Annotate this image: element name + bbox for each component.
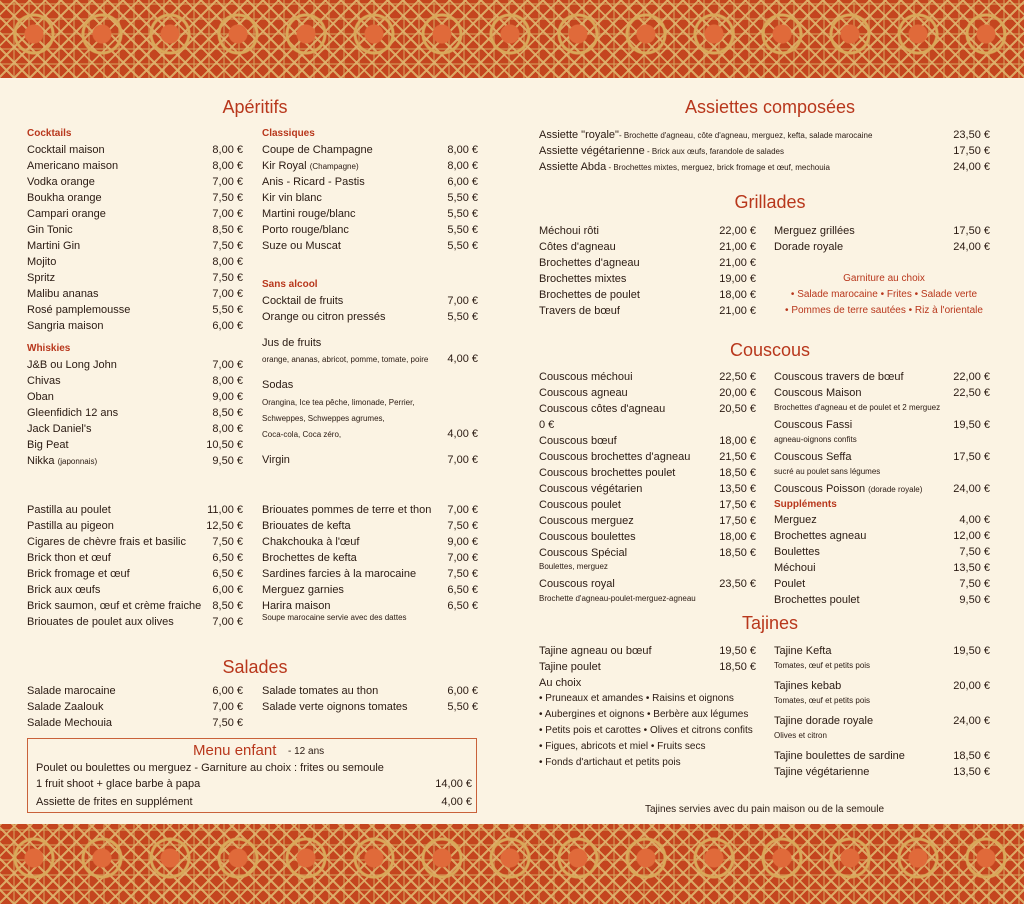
menu-item-price: 4,00 € [959, 514, 990, 526]
menu-item-name: 0 € [539, 419, 555, 431]
menu-item-name: Gin Tonic [27, 224, 73, 236]
menu-item-price: 6,50 € [447, 600, 478, 612]
menu-item-name: Couscous poulet [539, 499, 621, 511]
menu-item-price: 13,50 € [953, 562, 990, 574]
menu-item-name: Jack Daniel's [27, 423, 92, 435]
menu-item-price: 18,00 € [719, 531, 756, 543]
menu-item-name: Chivas [27, 375, 61, 387]
menu-item-name: Tajine poulet [539, 661, 601, 673]
menu-item-price: 5,50 € [447, 224, 478, 236]
menu-item-name: Brochettes agneau [774, 530, 867, 542]
menu-item-name: Couscous Seffa [774, 451, 852, 463]
menu-item-price: 17,50 € [719, 499, 756, 511]
menu-item-price: 18,50 € [953, 750, 990, 762]
menu-item-name: Assiette Abda - Brochettes mixtes, merguez, brick fromage et œuf, mechouia [539, 161, 830, 173]
menu-item-price: 6,00 € [212, 685, 243, 697]
menu-item-price: 20,50 € [719, 403, 756, 415]
menu-item-price: 18,00 € [719, 435, 756, 447]
menu-item-name: Americano maison [27, 160, 119, 172]
menu-item-detail: Orangina, Ice tea pêche, limonade, Perrier, [262, 398, 415, 407]
harira-note: Soupe marocaine servie avec des dattes [262, 613, 407, 622]
menu-item-name: Oban [27, 391, 54, 403]
menu-item-name: Brochettes mixtes [539, 273, 627, 285]
menu-item-price: 19,50 € [953, 645, 990, 657]
menu-item-name: Nikka (japonnais) [27, 455, 98, 467]
menu-item-price: 10,50 € [206, 439, 243, 451]
menu-item-price: 5,50 € [447, 192, 478, 204]
menu-item-price: 23,50 € [719, 578, 756, 590]
menu-item-price: 8,00 € [212, 160, 243, 172]
menu-item-price: 4,00 € [441, 796, 472, 808]
menu-item-name: Couscous agneau [539, 387, 628, 399]
menu-item-detail: Olives et citron [774, 731, 827, 740]
menu-item-price: 9,00 € [212, 391, 243, 403]
menu-item-price: 7,50 € [959, 546, 990, 558]
menu-item-name: Merguez [774, 514, 817, 526]
menu-item-price: 8,50 € [212, 600, 243, 612]
couscous-special-note: Boulettes, merguez [539, 562, 608, 571]
menu-item-price: 17,50 € [953, 451, 990, 463]
menu-item-name: Tajine Kefta [774, 645, 832, 657]
menu-item-price: 23,50 € [953, 129, 990, 141]
section-title-tajines: Tajines [741, 613, 799, 633]
menu-item-name: Méchoui [774, 562, 816, 574]
menu-item-name: Brick thon et œuf [27, 552, 111, 564]
menu-item-name: Brick aux œufs [27, 584, 101, 596]
menu-item-price: 6,00 € [447, 176, 478, 188]
menu-item-price: 7,00 € [212, 176, 243, 188]
menu-item-price: 17,50 € [953, 145, 990, 157]
menu-item-price: 7,00 € [447, 454, 478, 466]
menu-item-price: 12,00 € [953, 530, 990, 542]
menu-item-name: Kir vin blanc [262, 192, 322, 204]
menu-item-name: Brick saumon, œuf et crème fraiche [27, 600, 202, 612]
menu-item-price: 6,00 € [212, 320, 243, 332]
section-title-salades: Salades [222, 657, 288, 677]
menu-item-name: Briouates de kefta [262, 520, 351, 532]
tajines-au-choix: Au choix [539, 677, 582, 689]
menu-item-name: Cocktail maison [27, 144, 105, 156]
menu-item-price: 4,00 € [447, 353, 478, 365]
menu-item-name: Tajine végétarienne [774, 766, 870, 778]
menu-item-name: Tajines kebab [774, 680, 842, 692]
menu-item-price: 7,50 € [212, 717, 243, 729]
menu-enfant-line: Poulet ou boulettes ou merguez - Garniture au choix : frites ou semoule [36, 762, 384, 774]
menu-item-detail: Brochette d'agneau-poulet-merguez-agneau [539, 594, 696, 603]
menu-item-name: Salade tomates au thon [262, 685, 379, 697]
garniture-line: • Pommes de terre sautées • Riz à l'orientale [785, 305, 983, 316]
menu-item-price: 21,00 € [719, 257, 756, 269]
menu-item-name: Tajine boulettes de sardine [774, 750, 905, 762]
menu-item-name: Martini rouge/blanc [262, 208, 356, 220]
menu-item-name: Cigares de chèvre frais et basilic [27, 536, 186, 548]
menu-item-price: 5,50 € [447, 701, 478, 713]
menu-item-name: Big Peat [27, 439, 69, 451]
menu-item-price: 13,50 € [719, 483, 756, 495]
menu-item-price: 6,00 € [447, 685, 478, 697]
menu-enfant-line: Assiette de frites en supplément [36, 796, 193, 808]
menu-item-detail: Tomates, œuf et petits pois [774, 661, 871, 670]
menu-item-name: Couscous Poisson (dorade royale) [774, 483, 923, 495]
decorative-pattern-top [0, 0, 1024, 78]
menu-item-price: 21,00 € [719, 305, 756, 317]
menu-item-price: 6,00 € [212, 584, 243, 596]
menu-item-price: 18,50 € [719, 547, 756, 559]
menu-item-detail: agneau-oignons confits [774, 435, 857, 444]
category-whiskies: Whiskies [27, 343, 71, 354]
menu-item-name: Vodka orange [27, 176, 95, 188]
menu-item-price: 18,50 € [719, 661, 756, 673]
menu-item-name: Virgin [262, 454, 290, 466]
menu-item-name: Travers de bœuf [539, 305, 620, 317]
menu-item-name: Porto rouge/blanc [262, 224, 349, 236]
garniture-line: • Salade marocaine • Frites • Salade verte [790, 289, 978, 300]
menu-item-price: 7,50 € [447, 568, 478, 580]
menu-item-name: Coupe de Champagne [262, 144, 373, 156]
menu-item-price: 8,00 € [212, 423, 243, 435]
menu-item-price: 8,00 € [212, 256, 243, 268]
menu-item-price: 7,50 € [212, 192, 243, 204]
menu-item-name: Assiette végétarienne - Brick aux œufs, farandole de salades [539, 145, 784, 157]
menu-item-name: Salade Mechouia [27, 717, 113, 729]
menu-item-name: Couscous boulettes [539, 531, 636, 543]
menu-item-price: 5,50 € [447, 240, 478, 252]
garniture-title: Garniture au choix [843, 273, 925, 284]
menu-item-price: 11,00 € [207, 504, 243, 516]
menu-enfant-line: 1 fruit shoot + glace barbe à papa [36, 778, 201, 790]
menu-item-price: 7,50 € [212, 240, 243, 252]
menu-item-detail: Schweppes, Schweppes agrumes, [262, 414, 385, 423]
menu-enfant-age: - 12 ans [288, 746, 325, 757]
category-cocktails: Cocktails [27, 128, 72, 139]
menu-item-price: 24,00 € [953, 161, 990, 173]
menu-item-price: 6,50 € [447, 584, 478, 596]
tajine-option: • Fonds d'artichaut et petits pois [539, 757, 681, 768]
menu-item-name: Sodas [262, 379, 294, 391]
menu-item-name: Couscous végétarien [539, 483, 643, 495]
menu-item-price: 7,00 € [212, 288, 243, 300]
menu-item-name: Salade marocaine [27, 685, 116, 697]
menu-item-price: 21,50 € [719, 451, 756, 463]
menu-item-price: 22,00 € [953, 371, 990, 383]
menu-item-price: 7,00 € [212, 616, 243, 628]
menu-item-price: 17,50 € [719, 515, 756, 527]
menu-item-name: Cocktail de fruits [262, 295, 344, 307]
tajine-option: • Petits pois et carottes • Olives et citrons confits [539, 725, 753, 736]
menu-item-detail: Tomates, œuf et petits pois [774, 696, 871, 705]
menu-item-name: Couscous royal [539, 578, 615, 590]
menu-item-price: 8,00 € [447, 144, 478, 156]
menu-item-name: Chakchouka à l'œuf [262, 536, 360, 548]
menu-item-name: Couscous méchoui [539, 371, 633, 383]
menu-item-price: 7,00 € [447, 295, 478, 307]
menu-item-price: 14,00 € [435, 778, 472, 790]
menu-item-name: Campari orange [27, 208, 106, 220]
menu-item-price: 7,50 € [212, 536, 243, 548]
menu-item-name: Couscous bœuf [539, 435, 617, 447]
tajine-option: • Figues, abricots et miel • Fruits secs [539, 741, 706, 752]
menu-item-price: 8,50 € [212, 224, 243, 236]
menu-item-detail: Coca-cola, Coca zéro, [262, 430, 342, 439]
menu-item-price: 7,00 € [212, 208, 243, 220]
menu-item-price: 24,00 € [953, 241, 990, 253]
menu-item-name: Malibu ananas [27, 288, 99, 300]
menu-item-price: 19,50 € [719, 645, 756, 657]
menu-item-name: Sangria maison [27, 320, 104, 332]
menu-item-price: 8,00 € [212, 375, 243, 387]
menu-item-name: Sardines farcies à la marocaine [262, 568, 417, 580]
menu-item-name: Merguez grillées [774, 225, 855, 237]
menu-enfant-title: Menu enfant [193, 742, 277, 759]
menu-item-detail: Brochettes d'agneau et de poulet et 2 merguez [774, 403, 941, 412]
menu-item-price: 12,50 € [206, 520, 243, 532]
menu-item-name: Couscous travers de bœuf [774, 371, 904, 383]
menu-item-name: Merguez garnies [262, 584, 344, 596]
menu-item-price: 22,50 € [953, 387, 990, 399]
section-title-assiettes: Assiettes composées [684, 97, 856, 117]
menu-item-name: Assiette "royale"- Brochette d'agneau, côte d'agneau, merguez, kefta, salade marocaine [539, 129, 873, 141]
menu-item-name: Poulet [774, 578, 806, 590]
menu-item-name: Brick fromage et œuf [27, 568, 130, 580]
menu-item-name: Dorade royale [774, 241, 844, 253]
menu-item-name: Salade Zaalouk [27, 701, 104, 713]
menu-item-price: 17,50 € [953, 225, 990, 237]
menu-item-price: 6,50 € [212, 552, 243, 564]
section-title-grillades: Grillades [734, 192, 806, 212]
menu-item-price: 9,50 € [212, 455, 243, 467]
menu-item-name: Anis - Ricard - Pastis [262, 176, 365, 188]
menu-item-name: Spritz [27, 272, 56, 284]
menu-item-price: 5,50 € [447, 311, 478, 323]
menu-item-price: 8,00 € [212, 144, 243, 156]
menu-item-price: 18,00 € [719, 289, 756, 301]
menu-item-name: Couscous brochettes d'agneau [539, 451, 691, 463]
menu-item-name: Couscous Spécial [539, 547, 628, 559]
menu-item-name: Gleenfidich 12 ans [27, 407, 119, 419]
menu-item-detail: sucré au poulet sans légumes [774, 467, 881, 476]
menu-item-name: Rosé pamplemousse [27, 304, 131, 316]
category-sans-alcool: Sans alcool [262, 279, 318, 290]
menu-item-price: 24,00 € [953, 715, 990, 727]
menu-item-price: 7,50 € [212, 272, 243, 284]
menu-item-name: Brochettes de kefta [262, 552, 357, 564]
menu-item-name: Tajine dorade royale [774, 715, 874, 727]
menu-item-price: 22,50 € [719, 371, 756, 383]
menu-item-name: Couscous brochettes poulet [539, 467, 676, 479]
menu-item-price: 7,50 € [447, 520, 478, 532]
category-classiques: Classiques [262, 128, 315, 139]
section-title-couscous: Couscous [729, 340, 811, 360]
menu-item-name: Côtes d'agneau [539, 241, 616, 253]
menu-item-price: 22,00 € [719, 225, 756, 237]
menu-item-name: Mojito [27, 256, 57, 268]
menu-item-price: 20,00 € [719, 387, 756, 399]
menu-item-price: 19,50 € [953, 419, 990, 431]
menu-item-price: 4,00 € [447, 428, 478, 440]
menu-item-price: 21,00 € [719, 241, 756, 253]
menu-item-price: 7,00 € [447, 552, 478, 564]
category-supplements: Suppléments [774, 499, 837, 510]
menu-item-name: Orange ou citron pressés [262, 311, 386, 323]
menu-item-name: J&B ou Long John [27, 359, 117, 371]
menu-item-name: Couscous Maison [774, 387, 862, 399]
menu-item-name: Méchoui rôti [539, 225, 599, 237]
menu-item-name: Brochettes poulet [774, 594, 860, 606]
menu-item-name: Briouates pommes de terre et thon [262, 504, 432, 516]
menu-item-name: Briouates de poulet aux olives [27, 616, 174, 628]
menu-item-name: Couscous merguez [539, 515, 634, 527]
menu-item-price: 7,00 € [212, 359, 243, 371]
menu-item-price: 8,00 € [447, 160, 478, 172]
menu-item-name: Jus de fruits [262, 337, 322, 349]
tajines-footer-note: Tajines servies avec du pain maison ou de la semoule [645, 804, 885, 815]
menu-item-price: 5,50 € [447, 208, 478, 220]
menu-item-name: Tajine agneau ou bœuf [539, 645, 652, 657]
menu-item-price: 9,00 € [447, 536, 478, 548]
menu-item-name: Couscous Fassi [774, 419, 853, 431]
menu-item-price: 8,50 € [212, 407, 243, 419]
menu-item-price: 9,50 € [959, 594, 990, 606]
tajine-option: • Pruneaux et amandes • Raisins et oignons [539, 693, 734, 704]
tajine-option: • Aubergines et oignons • Berbère aux légumes [539, 709, 749, 720]
menu-item-name: Boulettes [774, 546, 820, 558]
menu-item-name: Kir Royal (Champagne) [262, 160, 359, 172]
menu-item-name: Martini Gin [27, 240, 81, 252]
menu-item-price: 5,50 € [212, 304, 243, 316]
menu-item-name: Brochettes d'agneau [539, 257, 640, 269]
decorative-pattern-bottom [0, 824, 1024, 904]
menu-item-price: 24,00 € [953, 483, 990, 495]
menu-item-price: 18,50 € [719, 467, 756, 479]
menu-item-price: 19,00 € [719, 273, 756, 285]
menu-item-detail: orange, ananas, abricot, pomme, tomate, poire [262, 355, 429, 364]
menu-item-price: 7,50 € [959, 578, 990, 590]
menu-item-price: 20,00 € [953, 680, 990, 692]
menu-item-name: Boukha orange [27, 192, 102, 204]
menu-item-name: Harira maison [262, 600, 331, 612]
menu-item-price: 7,00 € [212, 701, 243, 713]
menu-item-name: Salade verte oignons tomates [262, 701, 408, 713]
section-title-aperitifs: Apéritifs [222, 97, 288, 117]
menu-item-name: Pastilla au poulet [27, 504, 111, 516]
menu-item-name: Pastilla au pigeon [27, 520, 114, 532]
menu-item-price: 13,50 € [953, 766, 990, 778]
menu-item-price: 7,00 € [447, 504, 478, 516]
menu-item-name: Suze ou Muscat [262, 240, 341, 252]
menu-item-name: Couscous côtes d'agneau [539, 403, 666, 415]
menu-item-name: Brochettes de poulet [539, 289, 640, 301]
menu-item-price: 6,50 € [212, 568, 243, 580]
